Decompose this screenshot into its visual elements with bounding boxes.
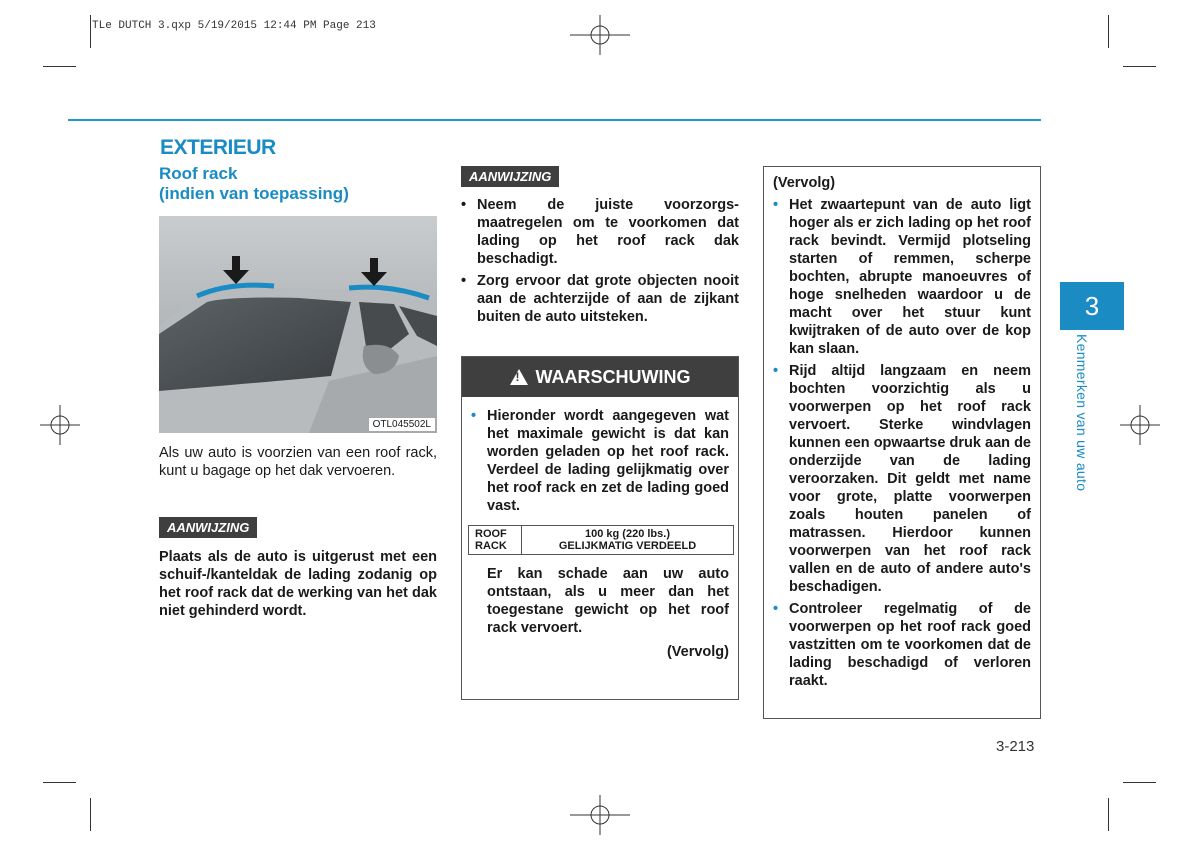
roof-rack-illustration <box>159 216 437 433</box>
registration-mark-top <box>570 15 630 55</box>
warning-header <box>462 357 738 397</box>
list-item: • Het zwaartepunt van de auto ligt hoger als er zich lading op het roof rack bevindt. Vermijd plotseling starten of remmen, scherpe bochten, abrupte manoeuvres of hoge snelheden waardoor u de macht over het stuur kunt kwijtraken of de auto over de kop kan slaan. <box>773 196 1031 358</box>
note2-tag: AANWIJZING <box>461 166 559 187</box>
continuation-heading: (Vervolg) <box>773 175 836 191</box>
note2-tag-wrapper <box>461 166 559 187</box>
table-value-cell: 100 kg (220 lbs.) GELIJKMATIG VERDEELD <box>522 526 734 555</box>
warning-triangle-icon <box>510 369 528 385</box>
intro-text: Als uw auto is voorzien van een roof rack, kunt u bagage op het dak vervoeren. <box>159 445 437 479</box>
top-rule <box>68 119 1041 121</box>
warning-after-text: Er kan schade aan uw auto ontstaan, als u meer dan het toegestane gewicht op het roof rack vervoert. <box>487 566 729 636</box>
print-header: TLe DUTCH 3.qxp 5/19/2015 12:44 PM Page 213 <box>92 20 376 32</box>
list-item: • Neem de juiste voorzorgs-maatregelen om te voorkomen dat lading op het roof rack dak beschadigt. <box>461 196 739 268</box>
note1-tag-wrapper <box>159 517 257 538</box>
warning-box <box>461 356 739 700</box>
subsection-title: Roof rack (indien van toepassing) <box>159 164 349 203</box>
note1-tag: AANWIJZING <box>159 517 257 538</box>
section-title: EXTERIEUR <box>160 136 276 159</box>
table-label-cell: ROOF RACK <box>469 526 522 555</box>
list-item: • Zorg ervoor dat grote objecten nooit aan de achterzijde of aan de zijkant buiten de auto uitsteken. <box>461 272 739 326</box>
continuation-list <box>773 196 1031 690</box>
registration-mark-bottom <box>570 795 630 835</box>
registration-mark-right <box>1120 405 1160 445</box>
chapter-title: Kenmerken van uw auto <box>1074 334 1090 492</box>
continuation-box <box>763 166 1041 719</box>
list-item: • Rijd altijd langzaam en neem bochten voorzichtig als u voorwerpen op het roof rack vervoert. Sterke windvlagen kunnen een opwaartse druk aan de onderzijde van de lading veroorzaken. Dit geldt met name voor grote, platte voorwerpen zoals houten panelen of matrassen. Hierdoor kunnen voorwerpen van het roof rack vallen en de auto of andere auto's beschadigen. <box>773 362 1031 596</box>
warning-list <box>471 407 729 515</box>
note2-list <box>461 196 739 330</box>
car-roof-illustration <box>159 216 437 433</box>
list-item: • Controleer regelmatig of de voorwerpen op het roof rack goed vastzitten om te voorkomen dat de lading beschadigd of verloren raakt. <box>773 600 1031 690</box>
registration-mark-left <box>40 405 80 445</box>
page-number: 3-213 <box>996 738 1035 755</box>
warning-title: WAARSCHUWING <box>535 366 691 387</box>
weight-table <box>468 525 734 555</box>
chapter-tab: 3 <box>1060 282 1124 330</box>
list-item: • Hieronder wordt aangegeven wat het maximale gewicht is dat kan worden geladen op het roof rack. Verdeel de lading gelijkmatig over het roof rack en zet de lading goed vast. <box>471 407 729 515</box>
warning-continued: (Vervolg) <box>666 644 729 660</box>
note1-text: Plaats als de auto is uitgerust met een schuif-/kanteldak de lading zodanig op het roof rack dat de werking van het dak niet gehinderd wordt. <box>159 549 437 619</box>
image-code: OTL045502L <box>369 418 435 431</box>
